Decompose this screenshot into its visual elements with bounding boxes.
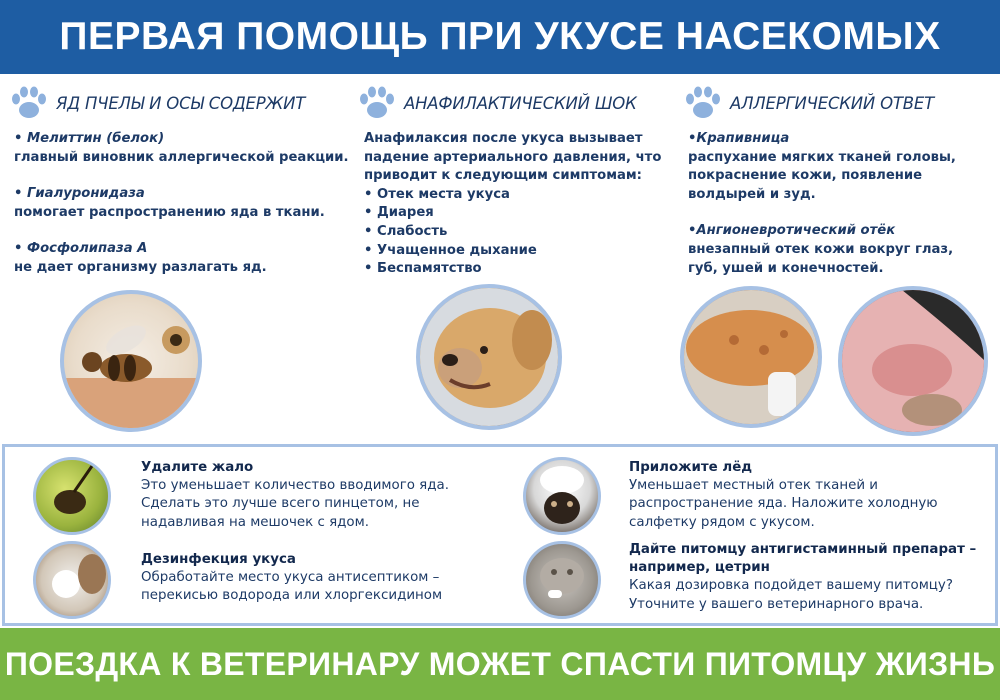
shock-header: [356, 80, 676, 126]
footer-banner: [0, 628, 1000, 700]
venom-item-desc: главный виновник аллергической реакции.: [14, 149, 349, 165]
tip-title: Дезинфекция укуса: [141, 552, 296, 567]
first-aid-tips: [2, 444, 998, 626]
footer-text: ПОЕЗДКА К ВЕТЕРИНАРУ МОЖЕТ СПАСТИ ПИТОМЦУ ЖИЗНЬ: [4, 645, 996, 682]
tip-title: Дайте питомцу антигистаминный препарат – например, цетрин: [629, 542, 977, 576]
tip-desc: Какая дозировка подойдет вашему питомцу? Уточните у вашего ветеринарного врача.: [629, 578, 953, 612]
tip-title: Приложите лёд: [629, 460, 753, 475]
cotton-pad-icon: [36, 544, 108, 616]
shock-intro: Анафилаксия после укуса вызывает падение артериального давления, что приводит к следующим симптомам:: [364, 131, 662, 184]
shock-title: АНАФИЛАКТИЧЕСКИЙ ШОК: [404, 93, 637, 113]
tip-antihistamine: [629, 541, 989, 614]
venom-item-desc: не дает организму разлагать яд.: [14, 259, 267, 275]
stinger-icon: [36, 460, 108, 532]
allergy-item-name: •Ангионевротический отёк: [688, 223, 896, 239]
venom-item-desc: помогает распространению яда в ткани.: [14, 204, 325, 220]
venom-header: [8, 80, 358, 126]
venom-title: ЯД ПЧЕЛЫ И ОСЫ СОДЕРЖИТ: [56, 93, 306, 113]
swollen-dog-photo: [680, 286, 822, 428]
tip-desc: Это уменьшает количество вводимого яда. Сделать это лучше всего пинцетом, не надавливая на мешочек с ядом.: [141, 478, 449, 530]
allergy-title: АЛЛЕРГИЧЕСКИЙ ОТВЕТ: [730, 93, 935, 113]
allergy-item-desc: распухание мягких тканей головы, покраснение кожи, появление волдырей и зуд.: [688, 149, 956, 202]
medicine-photo: [523, 541, 601, 619]
stinger-photo: [33, 457, 111, 535]
tip-disinfect: [141, 551, 491, 606]
tip-desc: Уменьшает местный отек тканей и распространение яда. Наложите холодную салфетку рядом с укусом.: [629, 478, 938, 530]
tip-apply-ice: [629, 459, 979, 532]
symptom-item: • Диарея: [364, 204, 670, 223]
tip-remove-stinger: [141, 459, 481, 532]
disinfect-photo: [33, 541, 111, 619]
venom-item-name: • Мелиттин (белок): [14, 131, 165, 146]
venom-item-name: • Фосфолипаза А: [14, 241, 148, 257]
ice-photo: [523, 457, 601, 535]
symptom-item: • Отек места укуса: [364, 186, 670, 205]
header-banner: [0, 0, 1000, 74]
page-title: ПЕРВАЯ ПОМОЩЬ ПРИ УКУСЕ НАСЕКОМЫХ: [59, 15, 941, 58]
paw-icon: [356, 82, 398, 124]
dog-hives-icon: [684, 290, 818, 424]
allergy-item-desc: внезапный отек кожи вокруг глаз, губ, ушей и конечностей.: [688, 241, 954, 276]
allergy-item-name: •Крапивница: [688, 131, 790, 146]
symptom-list: [364, 186, 670, 279]
venom-list: [14, 130, 358, 278]
allergy-header: [682, 80, 994, 126]
shock-section: [356, 80, 676, 279]
paw-icon: [682, 82, 724, 124]
shock-body: [364, 130, 670, 279]
swollen-face-photo: [838, 286, 988, 436]
ice-pack-icon: [526, 460, 598, 532]
symptom-item: • Учащенное дыхание: [364, 242, 670, 261]
tip-title: Удалите жало: [141, 460, 254, 475]
dog-swelling-icon: [842, 290, 984, 432]
dog-photo: [416, 284, 562, 430]
bee-icon: [64, 294, 198, 428]
symptom-item: • Беспамятство: [364, 260, 670, 279]
pill-icon: [526, 544, 598, 616]
bee-sting-illustration: [60, 290, 202, 432]
venom-item-name: • Гиалуронидаза: [14, 186, 145, 202]
allergy-list: [688, 130, 978, 278]
paw-icon: [8, 82, 50, 124]
tip-desc: Обработайте место укуса антисептиком – перекисью водорода или хлоргексидином: [141, 570, 443, 604]
dog-icon: [420, 288, 558, 426]
allergy-section: [682, 80, 994, 278]
symptom-item: • Слабость: [364, 223, 670, 242]
venom-section: [8, 80, 358, 278]
